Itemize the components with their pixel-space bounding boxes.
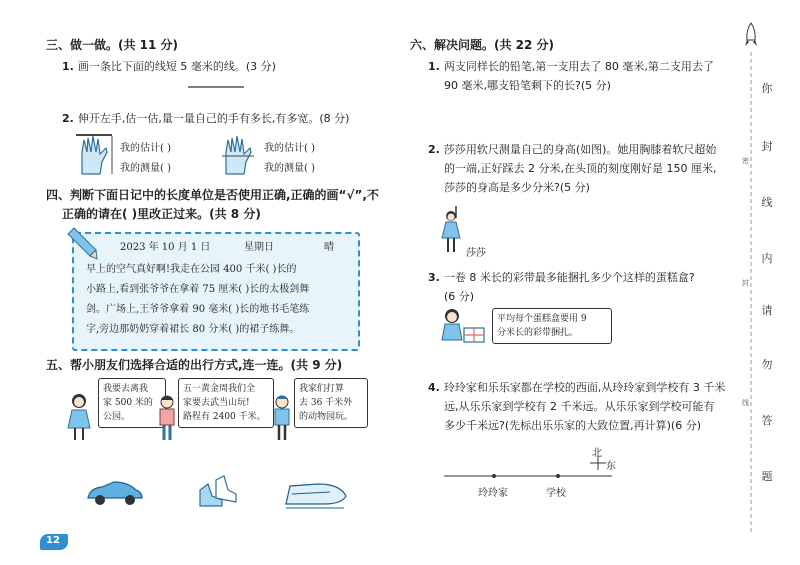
lingling-home-label: 玲玲家 — [478, 488, 508, 499]
question-number: 2. — [428, 143, 440, 156]
section6-title: 六、解决问题。(共 22 分) — [410, 38, 555, 52]
question-number: 4. — [428, 381, 440, 394]
section5-title: 五、帮小朋友们选择合适的出行方式,连一连。(共 9 分) — [46, 358, 343, 372]
bubble2-line1: 五一黄金周我们全 — [183, 384, 256, 394]
q3-line2: (6 分) — [444, 290, 475, 303]
s6-question-2 — [428, 140, 716, 197]
q2-line3: 莎莎的身高是多少分米?(5 分) — [444, 181, 590, 194]
q2-line1: 莎莎用软尺测量自己的身高(如图)。她用胸膝着软尺超始 — [443, 143, 717, 156]
sidebar-char: 封 — [761, 140, 773, 153]
shasha-figure-icon — [440, 204, 464, 254]
pencil-icon — [64, 226, 98, 260]
bubble1-line1: 我要去离我 — [103, 384, 149, 394]
question-text: 画一条比下面的线短 5 毫米的线。(3 分) — [77, 60, 276, 73]
diary-date: 2023 年 10 月 1 日 — [120, 242, 211, 253]
q4-line3: 多少千米远?(先标出乐乐家的大致位置,再计算)(6 分) — [444, 419, 701, 432]
train-icon[interactable] — [284, 478, 348, 510]
section3-title: 三、做一做。(共 11 分) — [46, 38, 179, 52]
s6-question-3 — [428, 268, 695, 306]
reference-line — [186, 84, 246, 90]
sidebar-small-char: 密 — [742, 157, 749, 165]
girl-figure-icon — [64, 392, 94, 442]
question-number: 1. — [62, 60, 74, 73]
girl-with-cake-box-icon — [438, 306, 488, 352]
s3-question-1 — [62, 57, 276, 76]
diary-line-3: 剑。广场上,王爷爷拿着 90 毫米( )长的地书毛笔练 — [86, 304, 310, 315]
hand1-estimate-label: 我的估计( ) — [120, 143, 171, 154]
q3-bubble-line1: 平均每个蛋糕盒要用 9 — [497, 314, 587, 324]
bubble3-line2: 去 36 千米外 — [299, 398, 353, 408]
q1-line1: 两支同样长的铅笔,第一支用去了 80 毫米,第二支用去了 — [443, 60, 714, 73]
question-number: 1. — [428, 60, 440, 73]
shasha-label: 莎莎 — [466, 248, 486, 259]
diary-line-4: 字,旁边那奶奶穿着裙长 80 分米( )的裙子练舞。 — [86, 324, 300, 335]
bubble3-line1: 我家们打算 — [299, 384, 345, 394]
diary-line-2: 小路上,看到张爷爷在拿着 75 厘米( )长的太极剑舞 — [86, 284, 310, 295]
question-text: 伸开左手,估一估,量一量自己的手有多长,有多宽。(8 分) — [77, 112, 350, 125]
question-number: 3. — [428, 271, 440, 284]
bubble1-line2: 家 500 米的 — [103, 398, 153, 408]
sidebar-char: 请 — [761, 304, 773, 317]
bubble2-line2: 家要去武当山玩! — [183, 398, 250, 408]
left-hand-illustration-2 — [216, 130, 260, 176]
q4-line1: 玲玲家和乐乐家都在学校的西面,从玲玲家到学校有 3 千米 — [443, 381, 726, 394]
q3-bubble-line2: 分米长的彩带捆扎。 — [497, 328, 579, 338]
compass-cross-icon — [588, 456, 608, 470]
rocket-icon — [744, 22, 758, 48]
left-hand-illustration-1 — [72, 130, 116, 176]
q2-line2: 的一端,正好踩去 2 分米,在头顶的刻度刚好是 150 厘米, — [444, 162, 717, 175]
q4-line2: 远,从乐乐家到学校有 2 千米远。从乐乐家到学校可能有 — [444, 400, 715, 413]
hand1-measure-label: 我的测量( ) — [120, 163, 171, 174]
school-label: 学校 — [546, 488, 566, 499]
bubble1-line3: 公园。 — [103, 412, 131, 422]
q1-line2: 90 毫米,哪支铅笔剩下的长?(5 分) — [444, 79, 611, 92]
sidebar-char: 你 — [761, 82, 773, 95]
sidebar-char: 线 — [761, 196, 773, 209]
section4-title-line2: 正确的请在( )里改正过来。(共 8 分) — [62, 207, 261, 221]
seal-dashed-line — [748, 52, 754, 532]
s3-question-2 — [62, 109, 349, 128]
page-number: 12 — [46, 535, 60, 546]
sidebar-char: 题 — [761, 470, 773, 483]
s6-question-4 — [428, 378, 725, 435]
question-number: 2. — [62, 112, 74, 125]
speech-bubble-2 — [178, 378, 274, 428]
diary-box — [72, 232, 360, 351]
diary-line-1: 早上的空气真好啊!我走在公园 400 千米( )长的 — [86, 264, 297, 275]
car-icon[interactable] — [84, 478, 144, 508]
sidebar-char: 内 — [761, 252, 773, 265]
compass-north-label: 北 — [592, 448, 602, 459]
compass-east-label: 东 — [606, 461, 616, 472]
q3-line1: 一卷 8 米长的彩带最多能捆扎多少个这样的蛋糕盒? — [443, 271, 695, 284]
sidebar-small-char: 封 — [742, 279, 749, 287]
hand2-measure-label: 我的测量( ) — [264, 163, 315, 174]
sidebar-char: 勿 — [761, 358, 773, 371]
bubble3-line3: 的动物园玩。 — [299, 412, 354, 422]
sidebar-small-char: 线 — [742, 399, 749, 407]
hand2-estimate-label: 我的估计( ) — [264, 143, 315, 154]
cake-ribbon-bubble — [492, 308, 612, 344]
s6-question-1 — [428, 57, 714, 95]
walking-shoes-icon[interactable] — [194, 472, 240, 512]
section4-title-line1: 四、判断下面日记中的长度单位是否使用正确,正确的画“√”,不 — [46, 188, 379, 202]
diary-weekday: 星期日 — [244, 242, 274, 253]
speech-bubble-3 — [294, 378, 368, 428]
sidebar-char: 答 — [761, 414, 773, 427]
map-line — [444, 470, 614, 482]
bubble2-line3: 路程有 2400 千米。 — [183, 412, 266, 422]
child-figure-icon — [268, 392, 296, 442]
diary-weather: 晴 — [324, 242, 334, 253]
